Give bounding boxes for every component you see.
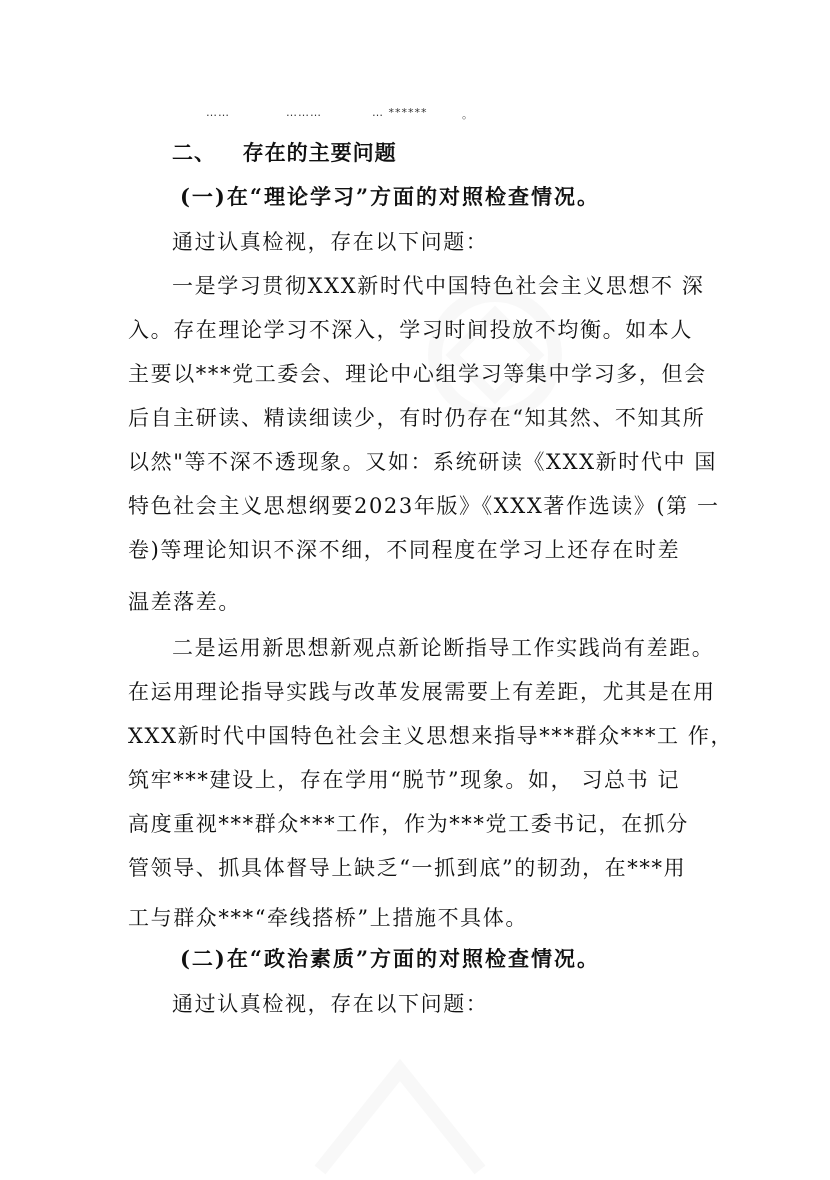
section-heading-number: 二、 [172,141,216,165]
top-dots-3: … ****** [372,106,428,119]
para2-line-6: 管领导、抓具体督导上缺乏“一抓到底”的韧劲，在***用 [128,856,687,880]
section-heading [172,143,397,164]
subsection-1-intro: 通过认真检视，存在以下问题： [172,230,489,254]
para2-line-2: 在运用理论指导实践与改革发展需要上有差距，尤其是在用 [128,680,716,704]
subsection-2-heading: (二)在“政治素质”方面的对照检查情况。 [180,946,601,971]
top-dots-2: ……… [286,106,322,119]
para1-line-1: 一是学习贯彻XXX新时代中国特色社会主义思想不 深 [172,274,705,298]
para1-line-6: 特色社会主义思想纲要2023年版》《XXX著作选读》(第 一 [128,494,720,518]
top-dots-1: …… [206,106,230,119]
para2-line-3: XXX新时代中国特色社会主义思想来指导***群众***工 作， [128,724,734,748]
para2-line-7: 工与群众***“牵线搭桥”上措施不具体。 [128,906,528,930]
para2-line-1: 二是运用新思想新观点新论断指导工作实践尚有差距。 [172,636,715,660]
watermark-graphic-bottom [300,1050,500,1180]
para1-line-3: 主要以***党工委会、理论中心组学习等集中学习多，但会 [128,362,707,386]
section-heading-text: 存在的主要问题 [242,141,397,165]
para1-line-4: 后自主研读、精读细读少，有时仍存在“知其然、不知其所 [128,406,706,430]
subsection-1-heading: (一)在“理论学习”方面的对照检查情况。 [180,184,601,209]
para1-line-2: 入。存在理论学习不深入，学习时间投放不均衡。如本人 [128,318,693,342]
para2-line-5: 高度重视***群众***工作，作为***党工委书记，在抓分 [128,812,689,836]
top-dots-4: 。 [462,108,474,121]
para1-line-5: 以然"等不深不透现象。又如：系统研读《XXX新时代中 国 [128,450,717,474]
para2-line-4: 筑牢***建设上，存在学用“脱节”现象。如， 习总书 记 [128,768,681,792]
para1-line-7: 卷)等理论知识不深不细，不同程度在学习上还存在时差 [128,538,681,562]
para1-line-8: 温差落差。 [128,590,241,614]
subsection-2-intro: 通过认真检视，存在以下问题： [172,992,489,1016]
